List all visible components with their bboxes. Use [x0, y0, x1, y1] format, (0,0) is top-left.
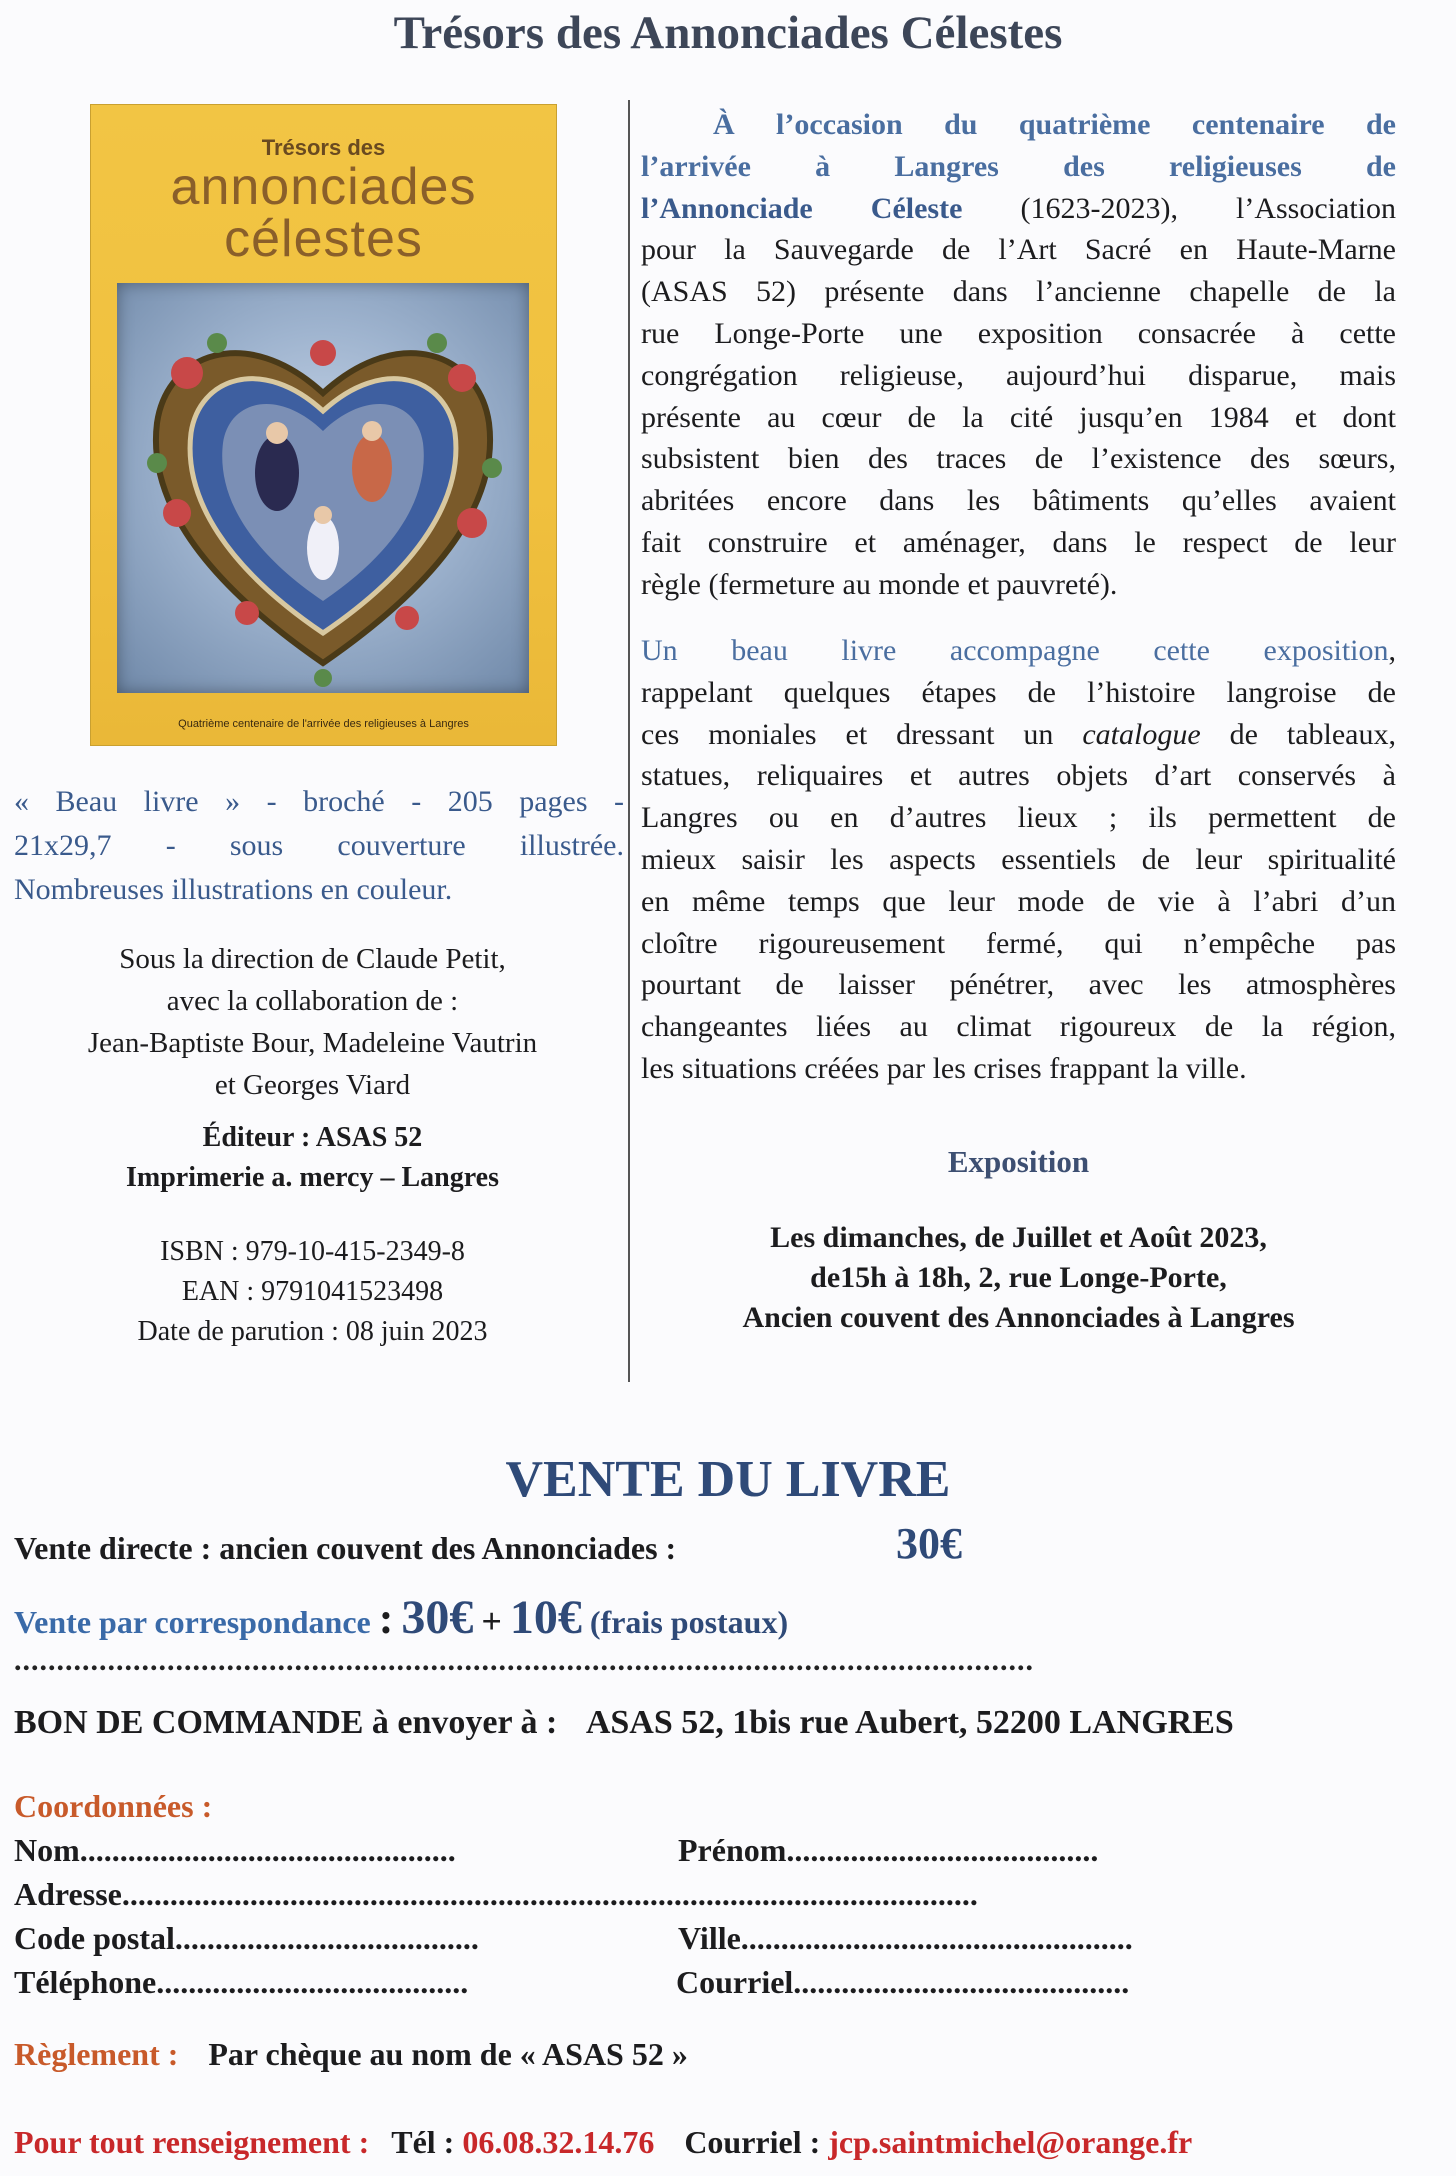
intro-line: subsistent bien des traces de l’existence des sœurs, — [641, 442, 1396, 476]
publisher-info — [0, 1118, 625, 1198]
ville-field[interactable]: Ville................................................. — [678, 1920, 1133, 1956]
sale-title: VENTE DU LIVRE — [505, 1451, 951, 1508]
direct-sale-label: Vente directe : ancien couvent des Annonciades : — [14, 1530, 677, 1566]
mail-sale-price: 30€ — [401, 1591, 474, 1644]
editor: Éditeur : ASAS 52 — [202, 1122, 423, 1153]
isbn-info — [0, 1232, 625, 1352]
adresse-field[interactable]: Adresse........................................................................................................... — [14, 1876, 978, 1912]
isbn: ISBN : 979-10-415-2349-8 — [160, 1236, 465, 1267]
page-title: Trésors des Annonciades Célestes — [393, 7, 1063, 59]
cover-big-title-1: annonciades — [170, 158, 477, 216]
book-description-line: Nombreuses illustrations en couleur. — [14, 873, 453, 906]
mail-sale-fee: 10€ — [509, 1591, 582, 1644]
direction-credits — [0, 938, 625, 1106]
direction-line: avec la collaboration de : — [166, 985, 459, 1017]
book-description-line: 21x29,7 - sous couverture illustrée. — [14, 829, 624, 862]
code-postal-field[interactable]: Code postal...................................... — [14, 1920, 479, 1956]
book-line: les situations créées par les crises frappant la ville. — [641, 1051, 1247, 1085]
book-line: mieux saisir les aspects essentiels de leur spiritualité — [641, 842, 1396, 876]
direct-sale-price: 30€ — [896, 1519, 962, 1568]
column-divider — [628, 100, 630, 1382]
mail-sale — [14, 1590, 788, 1645]
tel-number[interactable]: 06.08.32.14.76 — [462, 2124, 655, 2160]
book-line: Un beau livre accompagne cette exposition, — [641, 634, 1396, 667]
intro-line: présente au cœur de la cité jusqu’en 1984 et dont — [641, 400, 1396, 434]
separator-dots: ........................................................................................................................ — [14, 1644, 1034, 1677]
intro-line: règle (fermeture au monde et pauvreté). — [641, 567, 1118, 601]
payment-label: Règlement : — [14, 2036, 179, 2072]
ean: EAN : 9791041523498 — [181, 1276, 444, 1307]
printer: Imprimerie a. mercy – Langres — [126, 1162, 499, 1193]
courriel-field[interactable]: Courriel.......................................... — [676, 1964, 1130, 2000]
intro-line: l’Annonciade Céleste (1623-2023), l’Association — [641, 191, 1396, 225]
intro-line: fait construire et aménager, dans le respect de leur — [641, 525, 1396, 559]
intro-line: (ASAS 52) présente dans l’ancienne chapelle de la — [641, 275, 1396, 309]
contact-info — [14, 2124, 1192, 2161]
exposition-info — [641, 1218, 1396, 1338]
book-line: statues, reliquaires et autres objets d’art conservés à — [641, 759, 1396, 793]
payment-text: Par chèque au nom de « ASAS 52 » — [208, 2036, 688, 2072]
direction-line: et Georges Viard — [214, 1069, 411, 1101]
intro-line: rue Longe-Porte une exposition consacrée à cette — [641, 316, 1396, 350]
order-address: ASAS 52, 1bis rue Aubert, 52200 LANGRES — [585, 1704, 1234, 1741]
contact-email[interactable]: jcp.saintmichel@orange.fr — [828, 2124, 1193, 2160]
exposition-title: Exposition — [947, 1144, 1090, 1179]
book-description-line: « Beau livre » - broché - 205 pages - — [14, 785, 624, 818]
heart-reliquary-icon — [117, 283, 529, 693]
book-line: en même temps que leur mode de vie à l’abri d’un — [641, 884, 1396, 918]
book-line: changeantes liées au climat rigoureux de la région, — [641, 1010, 1396, 1044]
book-line: Langres ou en d’autres lieux ; ils permettent de — [641, 801, 1396, 835]
direction-line: Sous la direction de Claude Petit, — [119, 943, 506, 975]
mail-label: Courriel : — [684, 2124, 821, 2160]
cover-big-title-2: célestes — [224, 210, 423, 268]
book-line: cloître rigoureusement fermé, qui n’empêche pas — [641, 926, 1396, 960]
coordinates-title: Coordonnées : — [14, 1788, 213, 1824]
cover-heart-reliquary-image — [117, 283, 529, 693]
intro-line: congrégation religieuse, aujourd’hui disparue, mais — [641, 358, 1396, 392]
book-line: ces moniales et dressant un catalogue de tableaux, — [641, 717, 1396, 751]
mail-sale-fee-note: (frais postaux) — [589, 1604, 789, 1640]
order-form-label: BON DE COMMANDE à envoyer à : — [14, 1704, 558, 1741]
tel-label: Tél : — [391, 2124, 455, 2160]
intro-line: pour la Sauvegarde de l’Art Sacré en Haute-Marne — [641, 233, 1396, 267]
intro-line: l’arrivée à Langres des religieuses de — [641, 149, 1396, 183]
exposition-line: Les dimanches, de Juillet et Août 2023, — [770, 1221, 1267, 1254]
book-cover — [90, 104, 557, 746]
publication-date: Date de parution : 08 juin 2023 — [137, 1316, 488, 1347]
intro-line: abritées encore dans les bâtiments qu’elles avaient — [641, 484, 1396, 518]
order-form-heading — [14, 1704, 1234, 1742]
intro-line: À l’occasion du quatrième centenaire de — [713, 108, 1396, 141]
contact-label: Pour tout renseignement : — [14, 2124, 370, 2160]
book-description — [14, 780, 624, 912]
direction-line: Jean-Baptiste Bour, Madeleine Vautrin — [87, 1027, 538, 1059]
nom-field[interactable]: Nom............................................... — [14, 1832, 456, 1868]
exposition-line: de15h à 18h, 2, rue Longe-Porte, — [810, 1261, 1227, 1294]
telephone-field[interactable]: Téléphone....................................... — [14, 1964, 469, 2000]
cover-small-title: Trésors des — [261, 135, 386, 160]
mail-sale-colon: : — [378, 1594, 394, 1643]
book-line: pourtant de laisser pénétrer, avec les atmosphères — [641, 968, 1396, 1002]
book-paragraph — [641, 630, 1396, 1090]
intro-paragraph — [641, 104, 1396, 606]
exposition-line: Ancien couvent des Annonciades à Langres — [742, 1301, 1295, 1334]
prenom-field[interactable]: Prénom....................................... — [678, 1832, 1099, 1868]
payment-info — [14, 2036, 688, 2073]
mail-sale-label: Vente par correspondance — [14, 1604, 371, 1640]
book-line: rappelant quelques étapes de l’histoire langroise de — [641, 675, 1396, 709]
cover-caption: Quatrième centenaire de l'arrivée des religieuses à Langres — [178, 718, 469, 730]
mail-sale-plus: + — [481, 1601, 502, 1641]
